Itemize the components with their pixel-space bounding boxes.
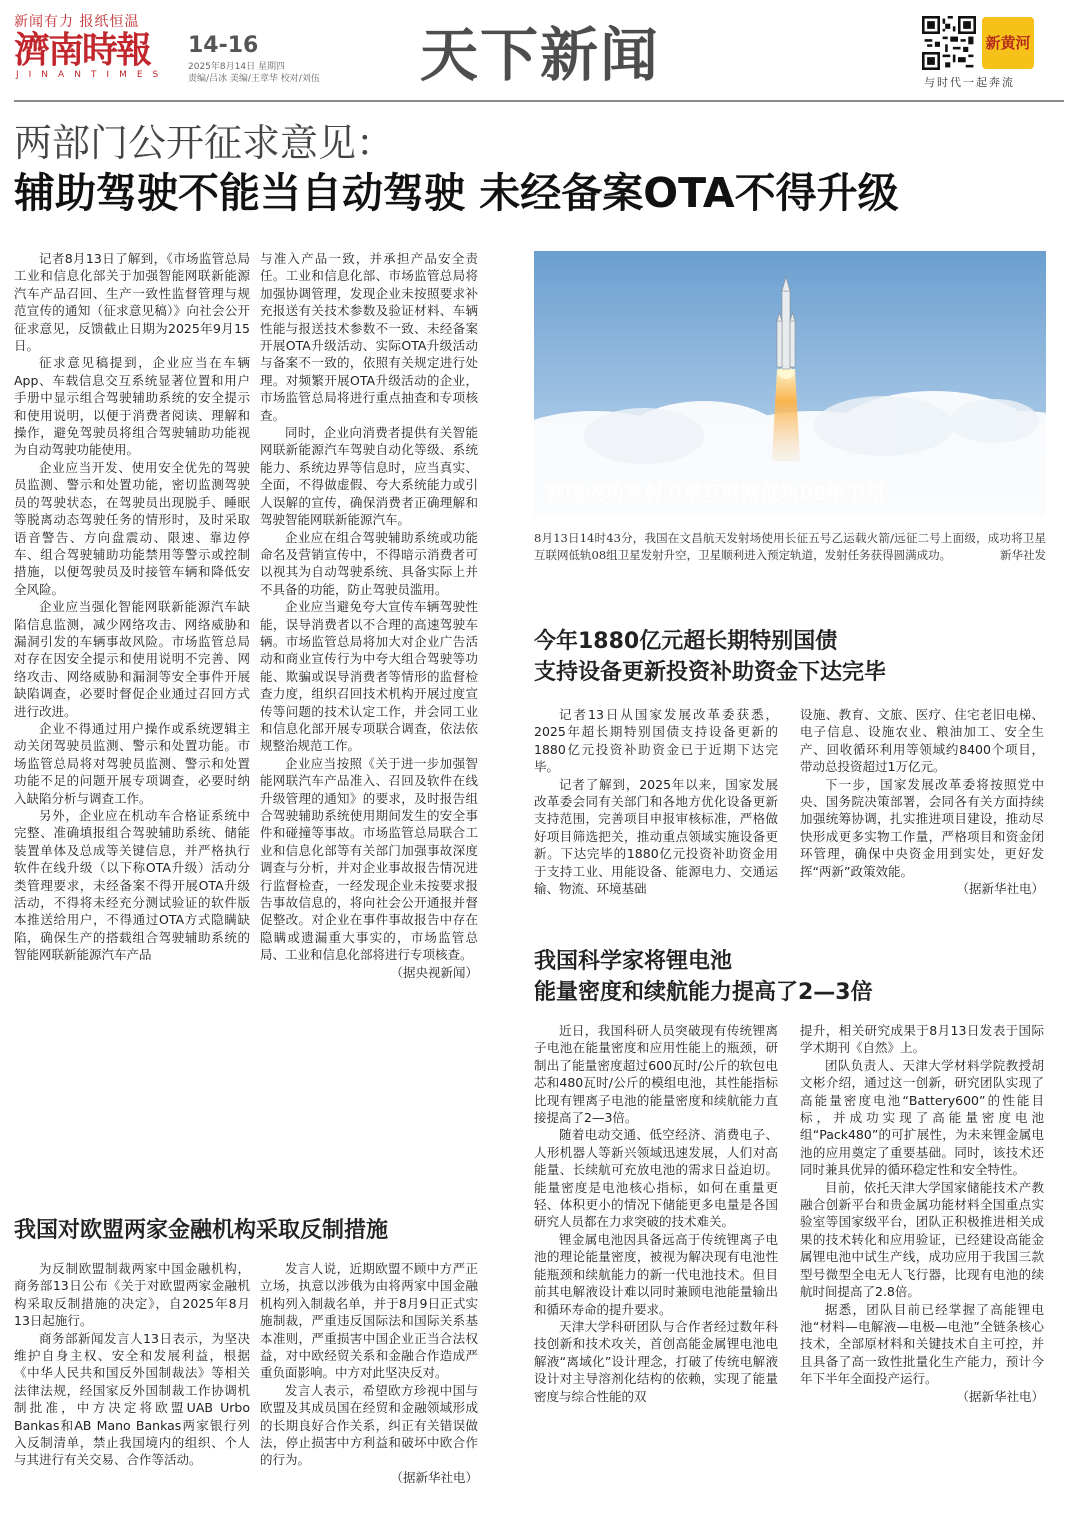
- article-source: （据新华社电）: [956, 881, 1044, 897]
- paragraph: 另外，企业应在机动车合格证系统中完整、准确填报组合驾驶辅助系统、储能装置单体及总成等关键信息，并严格执行软件在线升级（以下称OTA升级）活动分类管理要求，未经备案不得开展OTA升级活动，不得将未经充分测试验证的软件版本推送给用户，不得通过OTA方式隐瞒缺陷，确保生产的搭载组合驾驶辅助系统的智能网联新能源汽车产品: [14, 808, 250, 963]
- bonds-headline: [534, 626, 886, 688]
- article-source: （据新华社电）: [956, 1388, 1044, 1404]
- paragraph: 据悉，团队目前已经掌握了高能锂电池“材料—电解液—电极—电池”全链条核心技术，全部原材料和关键技术自主可控，并且具备了高一致性批量化生产能力，预计今年下半年全面投产运行。: [800, 1301, 1044, 1387]
- paragraph: 近日，我国科研人员突破现有传统锂离子电池在能量密度和应用性能上的瓶颈，研制出了能量密度超过600瓦时/公斤的软包电芯和480瓦时/公斤的模组电池，其性能指标比现有锂离子电池的能量密度和续航能力直接提高了2—3倍。: [534, 1023, 778, 1126]
- qr-code-icon: [922, 16, 976, 70]
- lead-subheadline: 两部门公开征求意见：: [14, 121, 395, 165]
- paragraph: 同时，企业向消费者提供有关智能网联新能源汽车驾驶自动化等级、系统能力、系统边界等信息时，应当真实、全面，不得做虚假、夸大系统能力或引人误解的宣传，确保消费者正确理解和驾驶智能网联新能源汽车。: [260, 425, 478, 528]
- paragraph: 企业应在组合驾驶辅助系统或功能命名及营销宣传中，不得暗示消费者可以视其为自动驾驶系统、具备实际上并不具备的功能，防止驾驶员滥用。: [260, 529, 478, 597]
- section-title: 天下新闻: [420, 21, 661, 89]
- paragraph: 记者了解到，2025年以来，国家发展改革委会同有关部门和各地方优化设备更新支持范围，完善项目申报审核标准，严格做好项目筛选把关，推动重点领域实施设备更新。下达完毕的1880亿元投资补助资金用于支持工业、用能设备、能源电力、交通运输、物流、环境基础: [534, 776, 778, 897]
- eu-headline: 我国对欧盟两家金融机构采取反制措施: [14, 1218, 389, 1243]
- battery-column-2: [800, 1022, 1044, 1405]
- newspaper-logo-english: JINANTIMES: [16, 70, 169, 80]
- photo-credit: 新华社发: [1000, 548, 1046, 562]
- article-source: （据新华社电）: [390, 1469, 478, 1485]
- lead-column-2: [260, 250, 478, 981]
- paragraph: 与准入产品一致，并承担产品安全责任。工业和信息化部、市场监管总局将加强协调管理，发现企业未按照要求补充报送有关技术参数及验证材料、车辆性能与报送技术参数不一致、未经备案开展OTA升级活动、实际OTA升级活动与备案不一致的，依照有关规定进行处理。对频繁开展OTA升级活动的企业，市场监管总局将进行重点抽查和专项核查。: [260, 251, 478, 423]
- paragraph: 记者8月13日了解到，《市场监管总局 工业和信息化部关于加强智能网联新能源汽车产品召回、生产一致性监督管理与规范宣传的通知（征求意见稿）》向社会公开征求意见，反馈截止日期为2025年9月15日。: [14, 251, 263, 354]
- paragraph: 企业应当避免夸大宣传车辆驾驶性能，误导消费者以不合理的高速驾驶车辆。市场监管总局将加大对企业广告活动和商业宣传行为中夸大组合驾驶等功能、欺骗或误导消费者等情形的监督检查力度，组织召回技术机构开展过度宣传等问题的技术认定工作，并会同工业和信息化部开展专项联合调查，依法依规整治规范工作。: [260, 599, 478, 754]
- paragraph: 企业应当按照《关于进一步加强智能网联汽车产品准入、召回及软件在线升级管理的通知》的要求，及时报告组合驾驶辅助系统使用期间发生的安全事件和碰撞等事故。市场监管总局联合工业和信息化部等有关部门加强事故深度调查与分析，并对企业事故报告情况进行监督检查，一经发现企业未按要求报告事故信息的，将向社会公开通报并督促整改。对企业在事件事故报告中存在隐瞒或遗漏重大事实的，市场监管总局、工业和信息化部将进行专项核查。: [260, 755, 478, 963]
- battery-column-1: [534, 1022, 778, 1405]
- paragraph: 锂金属电池因具备远高于传统锂离子电池的理论能量密度，被视为解决现有电池性能瓶颈和续航能力的新一代电池技术。但目前其电解液设计难以同时兼顾电池能量输出和循环寿命的提升要求。: [534, 1231, 778, 1317]
- battery-headline-line-2: 能量密度和续航能力提高了2—3倍: [534, 980, 873, 1005]
- paragraph: 企业应当强化智能网联新能源汽车缺陷信息监测，减少网络攻击、网络威胁和漏洞引发的车辆事故风险。市场监管总局对存在因安全提示和使用说明不完善、网络攻击、网络威胁和漏洞等安全事件开展缺陷调查，必要时督促企业通过召回方式进行改进。: [14, 599, 250, 719]
- paragraph: 征求意见稿提到，企业应当在车辆App、车载信息交互系统显著位置和用户手册中显示组合驾驶辅助系统的安全提示和使用说明，以便于消费者阅读、理解和操作，避免驾驶员将组合驾驶辅助功能视为自动驾驶功能使用。: [14, 355, 250, 458]
- paragraph: 目前，依托天津大学国家储能技术产教融合创新平台和贵金属功能材料全国重点实验室等国家级平台，团队正积极推进相关成果的技术转化和应用验证，已经建设高能金属锂电池中试生产线，成功应用于我国三款型号微型全电无人飞行器，比现有电池的续航时间提高了2.8倍。: [800, 1179, 1044, 1300]
- paragraph: 企业不得通过用户操作或系统逻辑主动关闭驾驶员监测、警示和处置功能。市场监管总局将对驾驶员监测、警示和处置功能不足的问题开展专项调查，必要时纳入缺陷分析与调查工作。: [14, 720, 250, 806]
- paragraph: 企业应当开发、使用安全优先的驾驶员监测、警示和处置功能，密切监测驾驶员的驾驶状态，在驾驶员出现脱手、睡眠等脱离动态驾驶任务的情形时，及时采取语音警告、方向盘震动、限速、靠边停车、组合驾驶辅助功能禁用等警示或控制措施，以便驾驶员及时接管车辆和降低安全风险。: [14, 459, 250, 597]
- issue-date: 2025年8月14日 星期四: [188, 62, 285, 72]
- newspaper-slogan: 新闻有力 报纸恒温: [14, 14, 140, 30]
- paragraph: 商务部新闻发言人13日表示，为坚决维护自身主权、安全和发展利益，根据《中华人民共和国反外国制裁法》等相关法律法规，经国家反外国制裁工作协调机制批准，中方决定将欧盟UAB Urbo Bankas和AB Mano Bankas两家银行列入反制清单，禁止我国境内的组织、个人与其进行有关交易、合作等活动。: [14, 1330, 250, 1468]
- paragraph: 提升，相关研究成果于8月13日发表于国际学术期刊《自然》上。: [800, 1023, 1044, 1056]
- lead-column-1: [14, 250, 263, 964]
- paragraph: 团队负责人、天津大学材料学院教授胡文彬介绍，通过这一创新，研究团队实现了高能量密度电池“Battery600”的性能目标，并成功实现了高能量密度电池组“Pack480”的可扩展性，为未来锂金属电池的应用奠定了重要基础。同时，该技术还同时兼具优异的循环稳定性和安全特性。: [800, 1057, 1044, 1178]
- paragraph: 发言人说，近期欧盟不顾中方严正立场，执意以涉俄为由将两家中国金融机构列入制裁名单，并于8月9日正式实施制裁，严重违反国际法和国际关系基本准则，严重损害中国企业正当合法权益，对中欧经贸关系和金融合作造成严重负面影响。中方对此坚决反对。: [260, 1261, 478, 1381]
- bonds-column-2: [800, 706, 1044, 897]
- lead-headline: 辅助驾驶不能当自动驾驶 未经备案OTA不得升级: [14, 169, 899, 217]
- bonds-headline-line-1: 今年1880亿元超长期特别国债: [534, 629, 838, 654]
- paragraph: 随着电动交通、低空经济、消费电子、人形机器人等新兴领域迅速发展，人们对高能量、长续航可充放电池的需求日益迫切。能量密度是电池核心指标，如何在重量更轻、体积更小的情况下储能更多电量是各国研究人员都在力求突破的技术难关。: [534, 1127, 778, 1230]
- paragraph: 天津大学科研团队与合作者经过数年科技创新和技术攻关，首创高能金属锂电池电解液“离域化”设计理念，打破了传统电解液设计对主导溶剂化结构的依赖，实现了能量密度与综合性能的双: [534, 1318, 778, 1404]
- battery-headline: [534, 946, 873, 1008]
- photo-overlay-title: 我国成功发射卫星互联网低轨08组卫星: [546, 482, 886, 505]
- article-source: （据央视新闻）: [390, 964, 478, 980]
- photo-caption: [534, 530, 1046, 564]
- photo-caption-text: 8月13日14时43分，我国在文昌航天发射场使用长征五号乙运载火箭/远征二号上面级，成功将卫星互联网低轨08组卫星发射升空，卫星顺利进入预定轨道，发射任务获得圆满成功。: [534, 531, 1046, 562]
- eu-column-1: [14, 1260, 250, 1469]
- editorial-staff: 责编/吕冰 美编/王章华 校对/刘伍: [188, 74, 320, 84]
- battery-headline-line-1: 我国科学家将锂电池: [534, 949, 733, 974]
- newspaper-logo: 濟南時報: [14, 29, 151, 71]
- paragraph: 为反制欧盟制裁两家中国金融机构，商务部13日公布《关于对欧盟两家金融机构采取反制措施的决定》，自2025年8月13日起施行。: [14, 1261, 250, 1329]
- bonds-headline-line-2: 支持设备更新投资补助资金下达完毕: [534, 660, 887, 685]
- paragraph: 下一步，国家发展改革委将按照党中央、国务院决策部署，会同各有关方面持续加强统筹协调，扎实推进项目建设，推动尽快形成更多实物工作量，严格项目和资金闭环管理，确保中央资金用到实处，更好发挥“两新”政策效能。: [800, 776, 1044, 879]
- issue-meta: [188, 61, 320, 85]
- brand-logo: 新黄河: [982, 17, 1034, 69]
- paragraph: 记者13日从国家发展改革委获悉，2025年超长期特别国债支持设备更新的1880亿元投资补助资金已于近期下达完毕。: [534, 707, 778, 775]
- eu-column-2: [260, 1260, 478, 1486]
- header-divider: [14, 100, 1064, 102]
- bonds-column-1: [534, 706, 778, 897]
- page-number: 14-16: [188, 33, 259, 58]
- paragraph: 发言人表示，希望欧方珍视中国与欧盟及其成员国在经贸和金融领域形成的长期良好合作关系，纠正有关错误做法，停止损害中方利益和破坏中欧合作的行为。: [260, 1382, 478, 1468]
- brand-slogan: 与时代一起奔流: [924, 76, 1015, 89]
- paragraph: 设施、教育、文旅、医疗、住宅老旧电梯、电子信息、设施农业、粮油加工、安全生产、回收循环利用等领域约8400个项目，带动总投资超过1万亿元。: [800, 707, 1044, 775]
